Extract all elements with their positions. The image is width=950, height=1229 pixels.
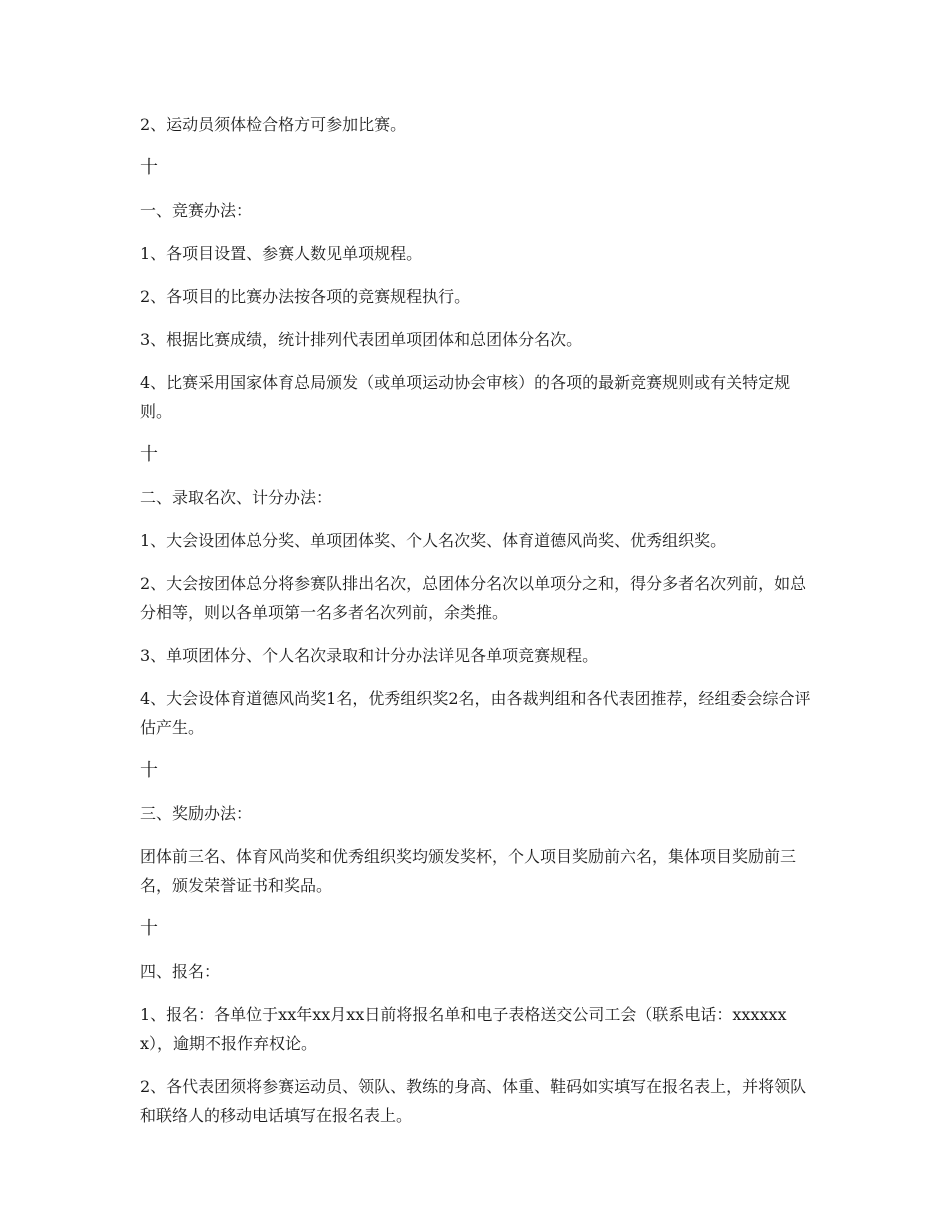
section-separator: 十 <box>140 918 158 939</box>
heading-ranking-scoring: 二、录取名次、计分办法： <box>140 488 333 507</box>
paragraph-awards-detail: 团体前三名、体育风尚奖和优秀组织奖均颁发奖杯，个人项目奖励前六名，集体项目奖励前三名，颁发荣誉证书和奖品。 <box>140 847 797 895</box>
paragraph-registration-item-2: 2、各代表团须将参赛运动员、领队、教练的身高、体重、鞋码如实填写在报名表上，并将领队和联络人的移动电话填写在报名表上。 <box>140 1077 807 1125</box>
heading-awards: 三、奖励办法： <box>140 804 253 823</box>
paragraph-competition-item-4: 4、比赛采用国家体育总局颁发（或单项运动协会审核）的各项的最新竞赛规则或有关特定规则。 <box>140 373 791 421</box>
paragraph-ranking-item-3: 3、单项团体分、个人名次录取和计分办法详见各单项竞赛规程。 <box>140 646 599 665</box>
heading-competition-method: 一、竞赛办法： <box>140 201 253 220</box>
paragraph-competition-item-2: 2、各项目的比赛办法按各项的竞赛规程执行。 <box>140 287 471 306</box>
paragraph-athlete-health-check: 2、运动员须体检合格方可参加比赛。 <box>140 115 407 134</box>
paragraph-registration-item-1: 1、报名：各单位于xx年xx月xx日前将报名单和电子表格送交公司工会（联系电话：xxxxxxx），逾期不报作弃权论。 <box>140 1005 787 1053</box>
section-separator: 十 <box>140 157 158 178</box>
paragraph-competition-item-3: 3、根据比赛成绩，统计排列代表团单项团体和总团体分名次。 <box>140 330 583 349</box>
paragraph-ranking-item-1: 1、大会设团体总分奖、单项团体奖、个人名次奖、体育道德风尚奖、优秀组织奖。 <box>140 531 727 550</box>
section-separator: 十 <box>140 444 158 465</box>
document-page <box>140 110 812 1144</box>
heading-registration: 四、报名： <box>140 962 221 981</box>
paragraph-competition-item-1: 1、各项目设置、参赛人数见单项规程。 <box>140 244 423 263</box>
paragraph-ranking-item-2: 2、大会按团体总分将参赛队排出名次，总团体分名次以单项分之和，得分多者名次列前，如总分相等，则以各单项第一名多者名次列前，余类推。 <box>140 574 807 622</box>
paragraph-ranking-item-4: 4、大会设体育道德风尚奖1名，优秀组织奖2名，由各裁判组和各代表团推荐，经组委会综合评估产生。 <box>140 689 811 737</box>
section-separator: 十 <box>140 760 158 781</box>
